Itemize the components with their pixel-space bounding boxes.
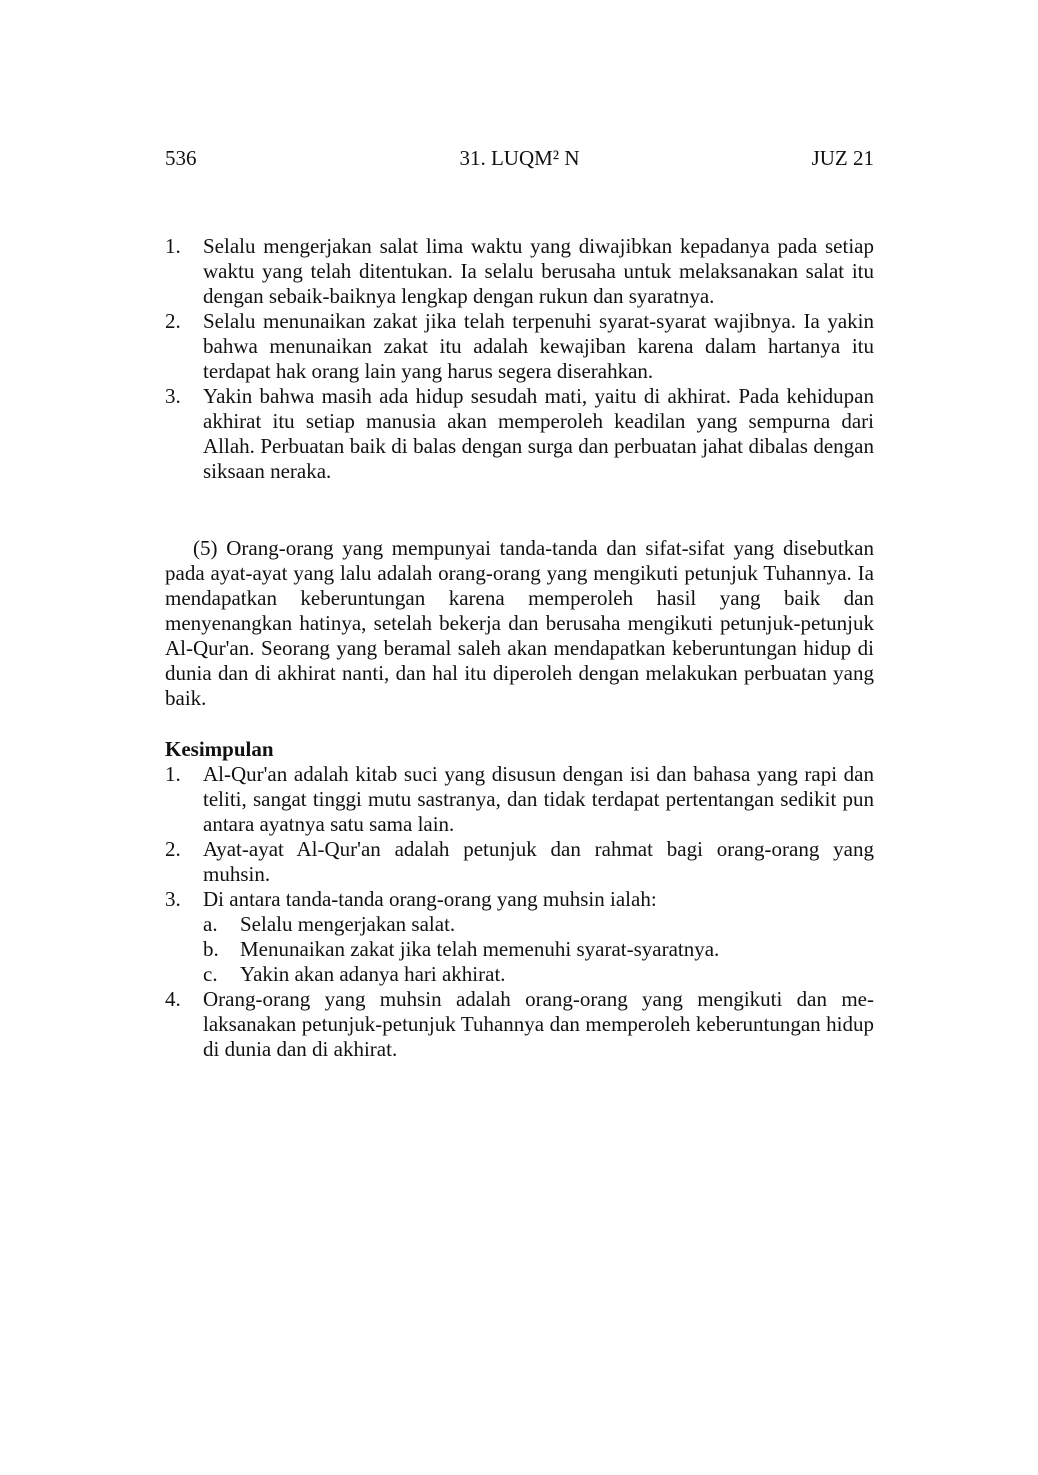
list-item-text: Orang-orang yang muhsin adalah orang-orang yang mengikuti dan me-laksanakan petunjuk-petunjuk Tuhannya dan memperoleh keberuntungan hidup di dunia dan di akhirat. [203,987,874,1061]
sub-list-item-letter: a. [203,912,218,936]
numbered-list-signs [165,234,874,484]
paragraph-verse-5 [165,536,874,711]
sub-list-item [203,937,874,962]
sub-list-item-letter: c. [203,962,218,986]
list-item [165,762,874,837]
sub-list-item-letter: b. [203,937,219,961]
list-item-text: Yakin bahwa masih ada hidup sesudah mati, yaitu di akhirat. Pada kehidupan akhirat itu setiap manusia akan memperoleh keadilan yang sempurna dari Allah. Perbuatan baik di balas dengan surga dan perbuatan jahat dibalas dengan siksaan neraka. [203,384,874,483]
list-item-number: 2. [165,309,181,333]
conclusion-section [165,737,874,1062]
list-item-number: 4. [165,987,181,1011]
page-number: 536 [165,146,197,170]
list-item [165,384,874,484]
list-item-number: 2. [165,837,181,861]
sub-list-item [203,962,874,987]
list-item-number: 1. [165,762,181,786]
list-item-text: Al-Qur'an adalah kitab suci yang disusun dengan isi dan bahasa yang rapi dan teliti, sangat tinggi mutu sastranya, dan tidak terdapat pertentangan sedikit pun antara ayatnya satu sama lain. [203,762,874,836]
list-item [165,887,874,987]
paragraph-text: (5) Orang-orang yang mempunyai tanda-tanda dan sifat-sifat yang disebutkan pada ayat-ayat yang lalu adalah orang-orang yang mengikuti petunjuk Tuhannya. Ia mendapatkan keberuntungan karena memperoleh hasil yang baik dan menyenangkan hatinya, setelah bekerja dan berusaha mengikuti petunjuk-petunjuk Al-Qur'an. Seorang yang beramal saleh akan mendapatkan keberuntungan hidup di dunia dan di akhirat nanti, dan hal itu diperoleh dengan melakukan perbuatan yang baik. [165,536,874,710]
list-item-number: 3. [165,384,181,408]
sub-list-item-text: Yakin akan adanya hari akhirat. [240,962,506,986]
section-heading: Kesimpulan [165,737,274,761]
list-item-text: Selalu menunaikan zakat jika telah terpenuhi syarat-syarat wajibnya. Ia yakin bahwa menunaikan zakat itu adalah kewajiban karena dalam hartanya itu terdapat hak orang lain yang harus segera diserahkan. [203,309,874,383]
list-item-number: 3. [165,887,181,911]
list-item-text: Di antara tanda-tanda orang-orang yang muhsin ialah: [203,887,657,911]
list-item [165,837,874,887]
list-item [165,987,874,1062]
surah-title: 31. LUQM² N [459,146,580,170]
list-item-number: 1. [165,234,181,258]
page-header [165,146,874,172]
list-item-text: Ayat-ayat Al-Qur'an adalah petunjuk dan rahmat bagi orang-orang yang muhsin. [203,837,874,886]
list-item [165,309,874,384]
juz-label: JUZ 21 [811,146,874,170]
sub-list [203,912,874,987]
sub-list-item [203,912,874,937]
list-item-text: Selalu mengerjakan salat lima waktu yang diwajibkan kepadanya pada setiap waktu yang telah ditentukan. Ia selalu berusaha untuk melaksanakan salat itu dengan sebaik-baiknya lengkap dengan rukun dan syaratnya. [203,234,874,308]
sub-list-item-text: Selalu mengerjakan salat. [240,912,456,936]
sub-list-item-text: Menunaikan zakat jika telah memenuhi syarat-syaratnya. [240,937,720,961]
list-item [165,234,874,309]
